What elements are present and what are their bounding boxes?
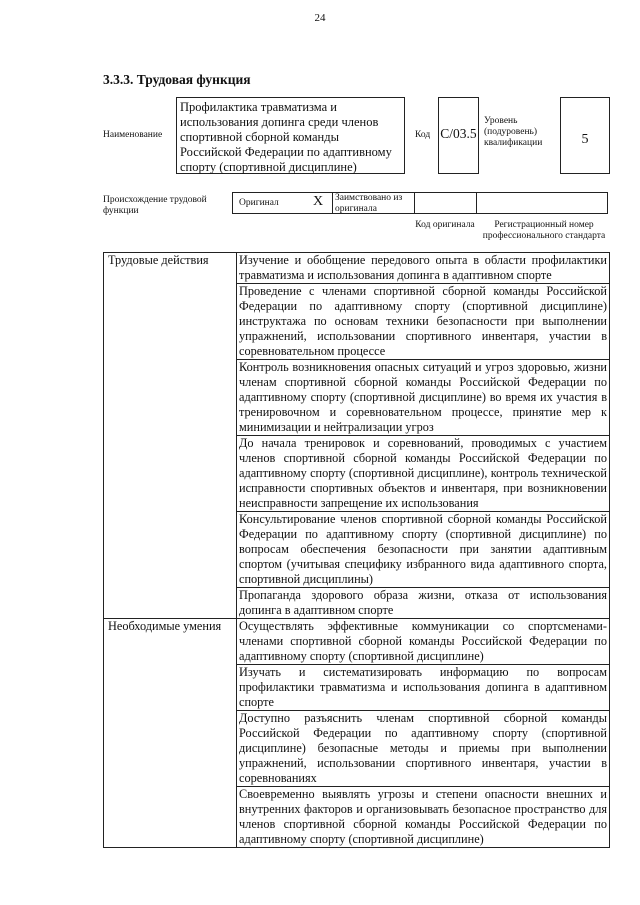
reg-number-label: Регистрационный номер профессионального стандарта — [482, 220, 606, 241]
table-cell: До начала тренировок и соревнований, проводимых с участием членов спортивной сборной команды Российской Федерации по адаптивному спорту (спортивной дисциплине), контроль технической исправности спортивных объектов и инвентаря, при возникновении неисправности запрещение их использования — [237, 436, 610, 512]
original-mark: X — [313, 194, 324, 209]
page-number: 24 — [314, 12, 326, 24]
section-label-skills: Необходимые умения — [104, 619, 237, 848]
table-cell: Пропаганда здорового образа жизни, отказа от использования допинга в адаптивном спорте — [237, 588, 610, 619]
table-cell: Осуществлять эффективные коммуникации со спортсменами-членами спортивной сборной команды Российской Федерации по адаптивному спорту (спортивной дисциплине) — [237, 619, 610, 665]
table-cell: Изучение и обобщение передового опыта в области профилактики травматизма и использования допинга в адаптивном спорте — [237, 253, 610, 284]
origin-label: Происхождение трудовой функции — [103, 195, 207, 216]
table-cell: Проведение с членами спортивной сборной команды Российской Федерации по адаптивному спорту (спортивной дисциплине) инструктажа по основам техники безопасности при выполнении упражнений, использовании спортивного инвентаря, участии в соревновательном процессе — [237, 284, 610, 360]
table-cell: Своевременно выявлять угрозы и степени опасности внешних и внутренних факторов и организовывать безопасное пространство для членов спортивной сборной команды Российской Федерации по адаптивному спорту (спортивной дисциплине) — [237, 787, 610, 848]
table-row — [104, 253, 610, 284]
code-label: Код — [415, 130, 431, 140]
origin-code-cell — [415, 193, 477, 213]
table-cell: Контроль возникновения опасных ситуаций и угроз здоровью, жизни членам спортивной сборной команды Российской Федерации по адаптивному спорту (спортивной дисциплине) во время их участия в тренировочном и соревновательном процессе, принятие мер к минимизации и нейтрализации угроз — [237, 360, 610, 436]
level-value: 5 — [560, 97, 610, 174]
table-row — [104, 619, 610, 665]
function-table — [103, 252, 610, 848]
original-label: Оригинал — [239, 198, 279, 208]
code-original-label: Код оригинала — [415, 220, 475, 230]
level-label: Уровень (подуровень) квалификации — [484, 116, 543, 148]
name-label: Наименование — [103, 130, 163, 140]
table-cell: Доступно разъяснить членам спортивной сборной команды Российской Федерации по адаптивному спорту (спортивной дисциплине) безопасные методы и приемы при выполнении упражнений, использовании спортивного инвентаря, участии в соревнованиях — [237, 711, 610, 787]
function-name-value: Профилактика травматизма и использования допинга среди членов спортивной сборной команды Российской Федерации по адаптивному спорту (спортивной дисциплине) — [176, 97, 405, 174]
origin-original-cell — [233, 193, 333, 213]
section-label-actions: Трудовые действия — [104, 253, 237, 619]
table-cell: Консультирование членов спортивной сборной команды Российской Федерации по адаптивному спорту (спортивной дисциплине) по вопросам обеспечения безопасности при занятии адаптивным спортом (учитывая специфику избранного вида адаптивного спорта, спортивной дисциплины) — [237, 512, 610, 588]
table-cell: Изучать и систематизировать информацию по вопросам профилактики травматизма и использования допинга в адаптивном спорте — [237, 665, 610, 711]
origin-row — [232, 192, 608, 214]
section-title: 3.3.3. Трудовая функция — [103, 72, 251, 87]
origin-borrowed-cell — [333, 193, 415, 213]
code-value: C/03.5 — [438, 97, 479, 174]
borrowed-label: Заимствовано из оригинала — [335, 193, 403, 214]
